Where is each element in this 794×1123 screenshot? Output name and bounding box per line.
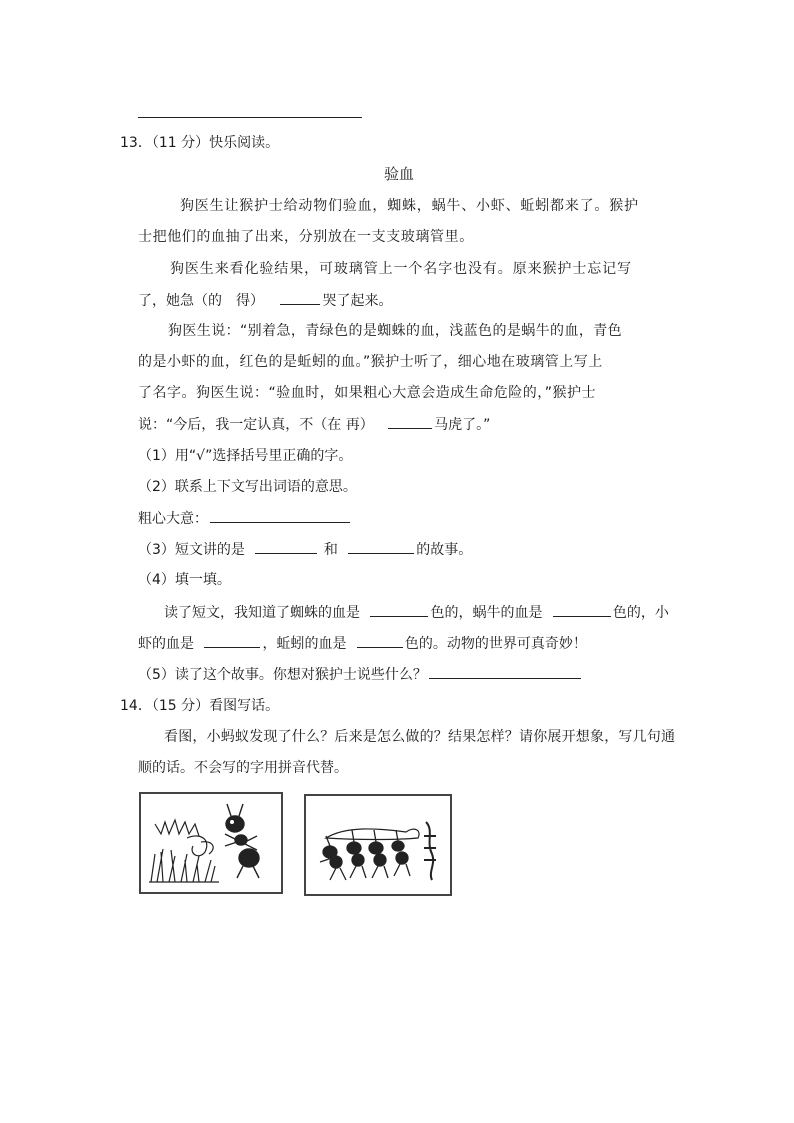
message-answer-blank[interactable] — [429, 664, 581, 679]
earthworm-blood-blank[interactable] — [357, 633, 403, 648]
worm-icon — [424, 822, 436, 880]
story-paragraph-2-line-1: 狗医生来看化验结果，可玻璃管上一个名字也没有。原来猴护士忘记写 — [170, 261, 632, 277]
previous-answer-line — [138, 117, 362, 118]
ants-carry-food-illustration — [306, 796, 450, 894]
picture-1 — [139, 792, 283, 894]
story-title: 验血 — [384, 165, 415, 183]
subquestion-5-text: （5）读了这个故事。你想对猴护士说些什么？ — [138, 667, 427, 683]
fill-text-c: 色的，小 — [612, 605, 669, 621]
story-paragraph-3-line-1: 狗医生说：“别着急，青绿色的是蜘蛛的血，浅蓝色的是蜗牛的血，青色 — [168, 323, 623, 339]
q14-header: 14．（15 分）看图写话。 — [120, 698, 280, 714]
story-paragraph-1-line-2: 士把他们的血抽了出来，分别放在一支支玻璃管里。 — [138, 229, 474, 245]
food-item-icon — [326, 829, 419, 840]
q13-header: 13．（11 分）快乐阅读。 — [120, 135, 280, 151]
subquestion-4-line-1 — [164, 602, 669, 623]
snail-blood-blank[interactable] — [553, 602, 611, 617]
picture-2 — [304, 794, 452, 896]
story-paragraph-3-line-2: 的是小虾的血，红色的是蚯蚓的血。”猴护士听了，细心地在玻璃管上写上 — [138, 354, 603, 370]
shrimp-blood-blank[interactable] — [204, 633, 260, 648]
meaning-answer-blank[interactable] — [210, 508, 350, 523]
choice-de-text: 了，她急（的 得） — [138, 293, 264, 309]
fill-text-e: ，蚯蚓的血是 — [262, 636, 347, 652]
subquestion-4: （4）填一填。 — [138, 572, 231, 588]
story-paragraph-3-line-3: 了名字。狗医生说：“验血时，如果粗心大意会造成生命危险的，”猴护士 — [138, 385, 597, 401]
subquestion-1: （1）用“√”选择括号里正确的字。 — [138, 448, 353, 464]
ant-finds-food-illustration — [141, 794, 281, 892]
q14-instruction-line-1: 看图，小蚂蚁发现了什么？后来是怎么做的？结果怎样？请你展开想象，写几句通 — [164, 729, 676, 745]
spider-blood-blank[interactable] — [370, 602, 428, 617]
fill-text-b: 色的，蜗牛的血是 — [430, 605, 543, 621]
subquestion-3-text-b: 和 — [323, 542, 338, 558]
subquestion-2-answer — [138, 508, 352, 529]
subquestion-2-label: 粗心大意： — [138, 511, 208, 527]
ant-icon — [225, 804, 259, 878]
subquestion-3-text-c: 的故事。 — [416, 542, 473, 558]
story-paragraph-3-line-4 — [138, 414, 490, 435]
blank-2[interactable] — [388, 414, 432, 429]
subquestion-3-text-a: （3）短文讲的是 — [138, 542, 245, 558]
cry-text: 哭了起来。 — [322, 293, 393, 309]
story-subject-blank-2[interactable] — [348, 539, 414, 554]
story-subject-blank-1[interactable] — [255, 539, 317, 554]
subquestion-4-line-2 — [138, 633, 587, 654]
choice-zai-text: 说：“今后，我一定认真，不（在 再） — [138, 417, 374, 433]
ant-eye-icon — [230, 820, 234, 824]
fill-text-d: 虾的血是 — [138, 636, 194, 652]
story-paragraph-1-line-1: 狗医生让猴护士给动物们验血，蜘蛛，蜗牛、小虾、蚯蚓都来了。猴护 — [180, 198, 639, 214]
fill-text-f: 色的。动物的世界可真奇妙！ — [404, 636, 587, 652]
ant-group-icon — [320, 830, 410, 880]
grass-icon — [149, 820, 219, 882]
story-paragraph-2-line-2 — [138, 290, 392, 311]
careless-text: 马虎了。” — [434, 417, 491, 433]
blank-1[interactable] — [280, 290, 320, 305]
q14-instruction-line-2: 顺的话。不会写的字用拼音代替。 — [138, 760, 348, 776]
subquestion-5 — [138, 664, 583, 685]
subquestion-2: （2）联系上下文写出词语的意思。 — [138, 479, 357, 495]
subquestion-3 — [138, 539, 472, 560]
fill-text-a: 读了短文，我知道了蜘蛛的血是 — [164, 605, 360, 621]
